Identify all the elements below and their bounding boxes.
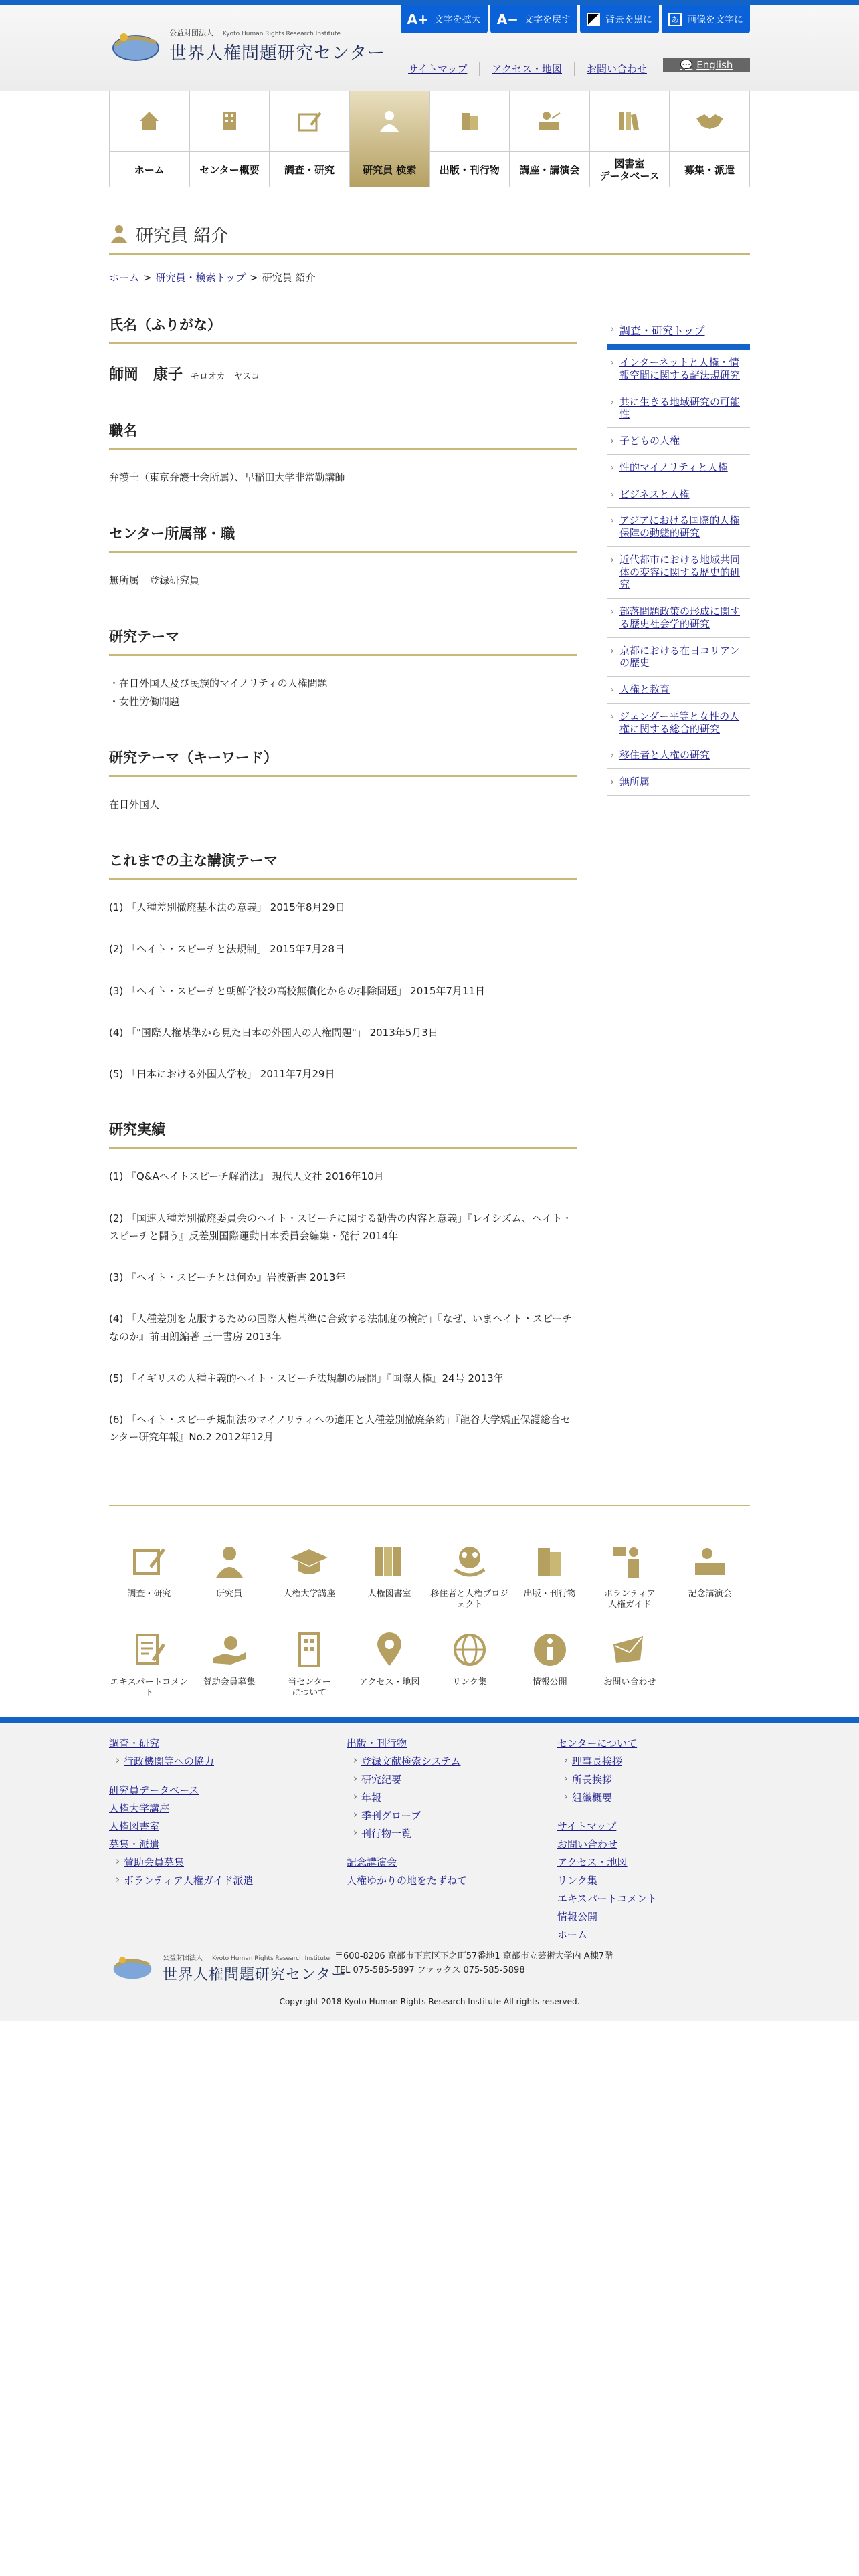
font-reset-label: 文字を戻す <box>524 15 571 25</box>
logo-small-en: Kyoto Human Rights Research Institute <box>212 1955 330 1962</box>
footer-link[interactable]: 人権大学講座 <box>109 1802 170 1814</box>
footer-sublink[interactable]: › 行政機関等への協力 <box>124 1754 253 1768</box>
black-background-button[interactable] <box>580 5 659 33</box>
theme-item: ・在日外国人及び民族的マイノリティの人権問題 <box>109 677 328 689</box>
sidebar-item[interactable]: › ビジネスと人権 <box>607 481 750 508</box>
global-nav <box>109 91 750 187</box>
font-enlarge-glyph: A+ <box>407 11 429 27</box>
icon-link-links[interactable] <box>430 1626 510 1698</box>
sidebar <box>607 314 750 796</box>
icon-link-label: 当センター について <box>288 1677 331 1698</box>
accessibility-buttons <box>401 5 751 33</box>
icon-link-disclosure[interactable] <box>510 1626 590 1698</box>
theme-item: ・女性労働問題 <box>109 695 180 708</box>
address-text: 〒600-8206 京都市下京区下之町57番地1 京都市立芸術大学内 A棟7階 <box>335 1951 613 1961</box>
home-icon <box>137 91 161 151</box>
footer-sublink[interactable]: › 所長挨拶 <box>572 1772 657 1786</box>
footer-sublink[interactable]: › 組織概要 <box>572 1790 657 1804</box>
sidebar-item[interactable]: › 性的マイノリティと人権 <box>607 455 750 481</box>
english-button[interactable] <box>663 58 750 72</box>
footer-link[interactable]: 情報公開 <box>557 1911 598 1923</box>
page-title <box>109 215 750 255</box>
books-icon <box>531 1538 569 1585</box>
icon-link-researcher[interactable] <box>189 1538 270 1610</box>
name-heading: 氏名（ふりがな） <box>109 314 577 344</box>
logo-small-text: 公益財団法人 <box>169 28 213 37</box>
contact-link[interactable]: お問い合わせ <box>574 62 659 76</box>
footer-link[interactable]: 記念講演会 <box>347 1856 397 1868</box>
sidebar-item[interactable]: › 移住者と人権の研究 <box>607 742 750 769</box>
dept-text: 無所属 登録研究員 <box>109 574 200 586</box>
guide-icon <box>611 1538 648 1585</box>
lecture-item: (4) 「"国際人権基準から見た日本の外国人の人権問題"」 2013年5月3日 <box>109 1026 438 1039</box>
lecture-item: (3) 「ヘイト・スピーチと朝鮮学校の高校無償化からの排除問題」 2015年7月11日 <box>109 984 485 997</box>
works-heading: 研究実績 <box>109 1119 577 1149</box>
footer-col-center <box>557 1736 657 1945</box>
globe-icon <box>451 1626 488 1673</box>
image-to-text-button[interactable] <box>662 5 750 33</box>
researcher-kana: モロオカ ヤスコ <box>191 372 260 382</box>
breadcrumb-current: 研究員 紹介 <box>262 272 316 284</box>
footer-link[interactable]: リンク集 <box>557 1874 597 1887</box>
globe-logo-icon <box>109 1950 156 1986</box>
gnav-research-label: 調査・研究 <box>270 151 349 187</box>
sidebar-item[interactable]: › インターネットと人権・情報空間に関する諸法規研究 <box>607 350 750 389</box>
access-link[interactable]: アクセス・地図 <box>479 62 574 76</box>
gnav-lectures-label: 講座・講演会 <box>510 151 589 187</box>
lecture-icon <box>536 91 563 151</box>
building-icon <box>290 1626 328 1673</box>
gnav-recruit[interactable] <box>669 91 750 187</box>
gnav-publications-label: 出版・刊行物 <box>430 151 510 187</box>
content-divider <box>109 1505 750 1506</box>
footer-link[interactable]: 人権ゆかりの地をたずねて <box>347 1874 467 1887</box>
footer-link[interactable]: ホーム <box>557 1929 588 1941</box>
works-section <box>109 1119 577 1446</box>
sidebar-item[interactable]: › アジアにおける国際的人権保障の動態的研究 <box>607 508 750 547</box>
job-title: 弁護士（東京弁護士会所属）、早稲田大学非常勤講師 <box>109 471 345 484</box>
footer-link[interactable]: 研究員データベース <box>109 1784 199 1796</box>
researcher-name: 師岡 康子 <box>109 366 183 383</box>
icon-link-memorial-lecture[interactable] <box>670 1538 750 1610</box>
icon-link-label: 出版・刊行物 <box>523 1589 576 1599</box>
memo-icon <box>130 1626 168 1673</box>
breadcrumb-researcher-top[interactable]: 研究員・検索トップ <box>155 272 246 284</box>
icon-link-label: 移住者と人権プロジェクト <box>430 1589 509 1610</box>
dept-section <box>109 523 577 590</box>
footer-col-research <box>109 1736 253 1891</box>
notebook-icon <box>296 91 323 151</box>
icon-link-publications[interactable] <box>510 1538 590 1610</box>
notebook-icon <box>130 1538 168 1585</box>
lectures-heading: これまでの主な講演テーマ <box>109 850 577 880</box>
footer-link[interactable]: 調査・研究 <box>109 1737 160 1749</box>
name-section <box>109 314 577 384</box>
footer-link[interactable]: お問い合わせ <box>557 1838 618 1850</box>
icon-link-label: アクセス・地図 <box>359 1677 420 1687</box>
footer-link[interactable]: エキスパートコメント <box>557 1893 658 1905</box>
breadcrumb-home[interactable]: ホーム <box>109 272 140 284</box>
speech-bubble-icon: 💬 <box>680 59 693 71</box>
lectures-section <box>109 850 577 1083</box>
researcher-icon <box>109 223 129 246</box>
sidebar-item[interactable]: › 共に生きる地域研究の可能性 <box>607 389 750 429</box>
icon-link-label: 調査・研究 <box>127 1589 171 1599</box>
footer-sublink[interactable]: › ボランティア人権ガイド派遣 <box>124 1873 253 1887</box>
people-icon <box>451 1538 488 1585</box>
gnav-researcher-search[interactable] <box>349 91 430 187</box>
icon-link-label: 人権大学講座 <box>283 1589 336 1599</box>
library-icon <box>371 1538 408 1585</box>
footer-link[interactable]: センターについて <box>557 1737 638 1749</box>
work-item: (4) 「人種差別を克服するための国際人権基準に合致する法制度の検討」『なぜ、いまヘイト・スピーチなのか』前田朗編著 三一書房 2013年 <box>109 1313 573 1343</box>
dept-heading: センター所属部・職 <box>109 523 577 553</box>
gnav-home[interactable] <box>109 91 189 187</box>
footer-link[interactable]: アクセス・地図 <box>557 1856 628 1868</box>
font-enlarge-label: 文字を拡大 <box>434 15 481 25</box>
font-reset-button[interactable] <box>490 5 577 33</box>
lecture-item: (2) 「ヘイト・スピーチと法規制」 2015年7月28日 <box>109 943 345 956</box>
copyright: Copyright 2018 Kyoto Human Rights Research Institute All rights reserved. <box>279 1997 580 2006</box>
site-footer <box>0 1717 859 2021</box>
title-heading: 職名 <box>109 420 577 450</box>
icon-link-label: 人権図書室 <box>367 1589 411 1599</box>
theme-heading: 研究テーマ <box>109 626 577 656</box>
icon-link-migrants[interactable] <box>430 1538 510 1610</box>
main-content <box>109 314 577 1483</box>
gnav-about-label: センター概要 <box>190 151 270 187</box>
site-header <box>0 5 859 91</box>
hand-heart-icon <box>211 1626 248 1673</box>
footer-sublink[interactable]: › 賛助会員募集 <box>124 1855 253 1869</box>
icon-link-about-center[interactable] <box>270 1626 350 1698</box>
logo-title: 世界人権問題研究センター <box>169 43 385 64</box>
researcher-icon <box>211 1538 248 1585</box>
icon-link-label: ボランティア 人権ガイド <box>603 1589 656 1610</box>
sidebar-item[interactable]: › 部落問題政策の形成に関する歴史社会学的研究 <box>607 599 750 638</box>
lecture-item: (5) 「日本における外国人学校」 2011年7月29日 <box>109 1068 335 1080</box>
footer-sublink[interactable]: › 季刊グローブ <box>361 1808 467 1822</box>
icon-link-label: 研究員 <box>216 1589 243 1599</box>
icon-links-row-2 <box>109 1626 750 1698</box>
icon-link-expert-comment[interactable] <box>109 1626 189 1698</box>
image-to-text-label: 画像を文字に <box>687 15 743 25</box>
books-icon <box>458 91 482 151</box>
footer-sublink[interactable]: › 登録文献検索システム <box>361 1754 467 1768</box>
mortarboard-icon <box>289 1538 329 1585</box>
gnav-research[interactable] <box>269 91 349 187</box>
sidebar-research-top[interactable]: › 調査・研究トップ <box>607 314 750 350</box>
footer-address <box>335 1950 613 1978</box>
icon-link-university[interactable] <box>270 1538 350 1610</box>
icon-link-library[interactable] <box>349 1538 430 1610</box>
footer-sublink[interactable]: › 刊行物一覧 <box>361 1826 467 1840</box>
theme-section <box>109 626 577 711</box>
gnav-home-label: ホーム <box>110 151 189 187</box>
work-item: (1) 『Q&Aヘイトスピーチ解消法』 現代人文社 2016年10月 <box>109 1170 384 1183</box>
keyword-section <box>109 747 577 814</box>
sidebar-item[interactable]: › ジェンダー平等と女性の人権に関する総合的研究 <box>607 704 750 743</box>
work-item: (6) 「ヘイト・スピーチ規制法のマイノリティへの適用と人種差別撤廃条約」『龍谷大学矯正保護総合センター研究年報』No.2 2012年12月 <box>109 1414 571 1444</box>
font-reset-glyph: A− <box>496 11 518 27</box>
icon-link-access[interactable] <box>349 1626 430 1698</box>
gnav-researcher-label: 研究員 検索 <box>363 163 417 176</box>
gnav-library-label: 図書室 データベース <box>590 151 670 187</box>
sidebar-item[interactable]: › 無所属 <box>607 769 750 796</box>
handshake-icon <box>695 91 725 151</box>
top-accent-bar <box>0 0 859 5</box>
mail-icon <box>611 1626 648 1673</box>
gnav-lectures[interactable] <box>509 91 589 187</box>
icon-link-volunteer-guide[interactable] <box>590 1538 670 1610</box>
icon-link-contact[interactable] <box>590 1626 670 1698</box>
map-pin-icon <box>371 1626 408 1673</box>
logo-small-text: 公益財団法人 <box>163 1955 203 1962</box>
footer-link[interactable]: 募集・派遣 <box>109 1838 160 1850</box>
contrast-icon <box>587 13 600 26</box>
image-text-icon: あ <box>668 13 682 26</box>
english-label: English <box>696 59 733 71</box>
footer-sublink[interactable]: › 理事長挨拶 <box>572 1754 657 1768</box>
lecture-icon <box>691 1538 729 1585</box>
icon-link-label: お問い合わせ <box>603 1677 656 1687</box>
researcher-icon <box>377 91 401 151</box>
title-section <box>109 420 577 487</box>
footer-col-publications <box>347 1736 467 1891</box>
sidebar-item[interactable]: › 人権と教育 <box>607 677 750 704</box>
icon-link-label: 賛助会員募集 <box>203 1677 256 1687</box>
info-icon <box>531 1626 569 1673</box>
page-title-text: 研究員 紹介 <box>136 226 229 246</box>
footer-link[interactable]: 人権図書室 <box>109 1820 160 1832</box>
keyword-heading: 研究テーマ（キーワード） <box>109 747 577 777</box>
icon-link-supporting-member[interactable] <box>189 1626 270 1698</box>
logo-small-en: Kyoto Human Rights Research Institute <box>223 30 341 37</box>
sidebar-item[interactable]: › 近代都市における地域共同体の変容に関する歴史的研究 <box>607 547 750 599</box>
sitemap-link[interactable]: サイトマップ <box>408 63 468 75</box>
icon-link-research[interactable] <box>109 1538 189 1610</box>
globe-logo-icon <box>109 25 163 66</box>
footer-logo[interactable] <box>109 1950 347 1986</box>
icon-link-label: 情報公開 <box>532 1677 567 1687</box>
footer-sublink[interactable]: › 研究紀要 <box>361 1772 467 1786</box>
sidebar-item[interactable]: › 京都における在日コリアンの歴史 <box>607 638 750 677</box>
site-logo[interactable] <box>109 25 385 66</box>
icon-link-label: 記念講演会 <box>688 1589 732 1599</box>
footer-link[interactable]: 出版・刊行物 <box>347 1737 407 1749</box>
gnav-about[interactable] <box>189 91 270 187</box>
icon-link-label: エキスパートコメント <box>110 1677 188 1698</box>
building-icon <box>217 91 242 151</box>
gnav-recruit-label: 募集・派遣 <box>670 151 749 187</box>
gnav-publications[interactable] <box>430 91 510 187</box>
icon-link-label: リンク集 <box>452 1677 487 1687</box>
footer-logo-title: 世界人権問題研究センター <box>163 1967 347 1983</box>
work-item: (3) 『ヘイト・スピーチとは何か』岩波新書 2013年 <box>109 1271 346 1283</box>
library-icon <box>616 91 643 151</box>
work-item: (5) 「イギリスの人種主義的ヘイト・スピーチ法規制の展開」『国際人権』24号 2013年 <box>109 1372 504 1384</box>
keyword-text: 在日外国人 <box>109 798 160 811</box>
gnav-library[interactable] <box>589 91 670 187</box>
header-sub-links <box>396 59 750 76</box>
black-background-label: 背景を黒に <box>605 15 652 25</box>
breadcrumb: ホーム > 研究員・検索トップ > 研究員 紹介 <box>109 272 316 284</box>
footer-sublink[interactable]: › 年報 <box>361 1790 467 1804</box>
font-enlarge-button[interactable] <box>401 5 488 33</box>
sidebar-item[interactable]: › 子どもの人権 <box>607 428 750 455</box>
icon-links-row-1 <box>109 1538 750 1610</box>
tel-fax-text: TEL 075-585-5897 ファックス 075-585-5898 <box>335 1965 525 1975</box>
lecture-item: (1) 「人種差別撤廃基本法の意義」 2015年8月29日 <box>109 901 345 914</box>
footer-link[interactable]: サイトマップ <box>557 1820 617 1832</box>
work-item: (2) 「国連人種差別撤廃委員会のヘイト・スピーチに関する勧告の内容と意義」『レイシズム、ヘイト・スピーチと闘う』反差別国際運動日本委員会編集・発行 2014年 <box>109 1212 573 1242</box>
